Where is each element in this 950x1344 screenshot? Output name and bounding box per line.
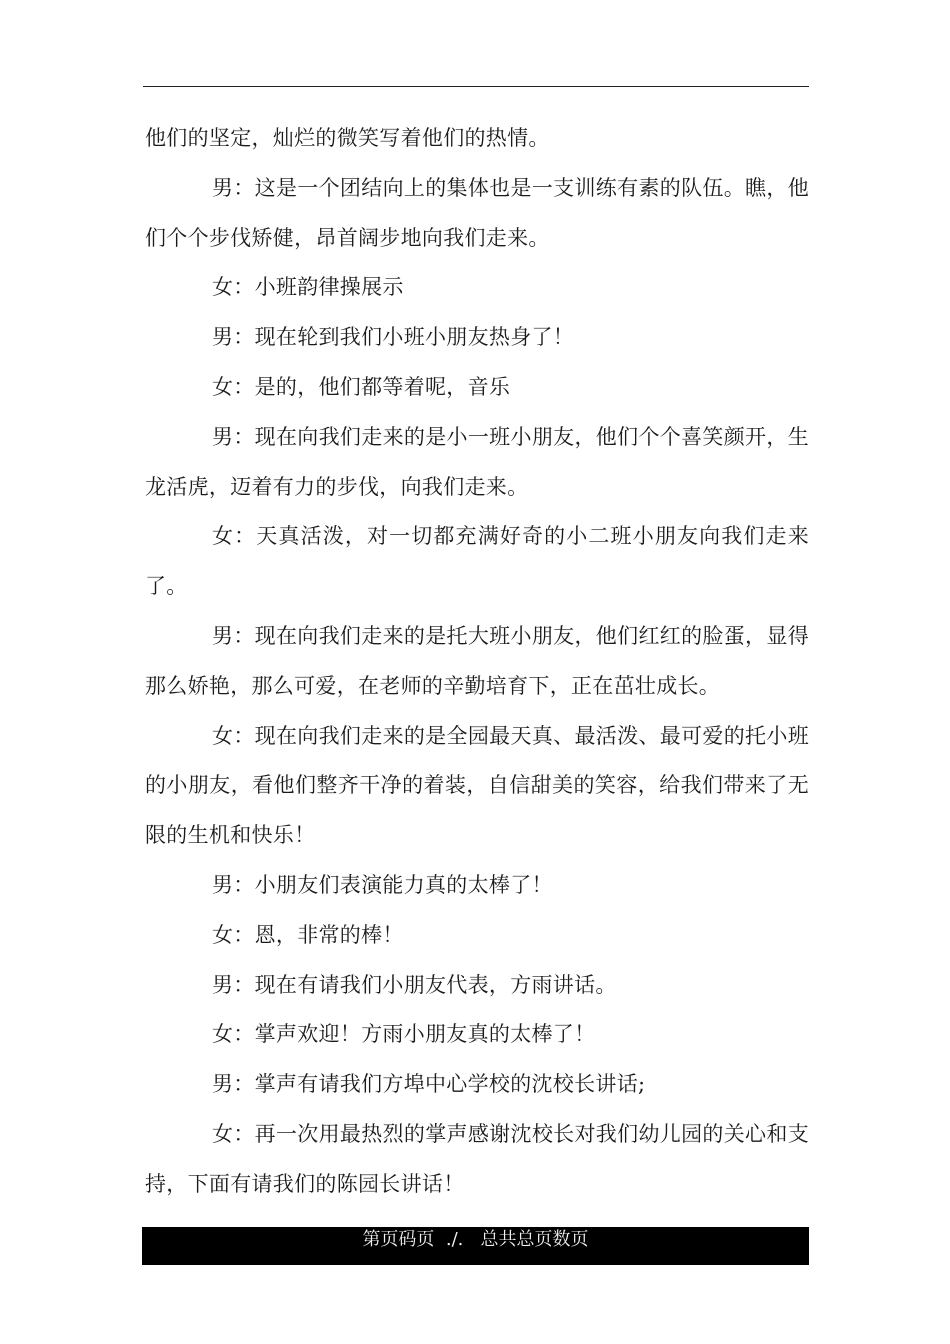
paragraph: 女：掌声欢迎！方雨小朋友真的太棒了！ (212, 1022, 596, 1047)
page-footer (142, 1227, 809, 1265)
paragraph: 男：小朋友们表演能力真的太棒了！ (212, 872, 553, 897)
paragraph: 女：小班韵律操展示 (212, 275, 404, 300)
paragraph: 女：天真活泼，对一切都充满好奇的小二班小朋友向我们走来了。 (145, 524, 809, 599)
paragraph: 女：现在向我们走来的是全园最天真、最活泼、最可爱的托小班的小朋友，看他们整齐干净的着装，自信甜美的笑容，给我们带来了无限的生机和快乐！ (145, 723, 809, 848)
document-body (145, 114, 809, 1210)
paragraph: 男：现在向我们走来的是小一班小朋友，他们个个喜笑颜开，生龙活虎，迈着有力的步伐，向我们走来。 (145, 424, 809, 499)
paragraph: 男：这是一个团结向上的集体也是一支训练有素的队伍。瞧，他们个个步伐矫健，昂首阔步地向我们走来。 (145, 175, 809, 250)
paragraph: 他们的坚定，灿烂的微笑写着他们的热情。 (145, 126, 550, 150)
paragraph: 男：掌声有请我们方埠中心学校的沈校长讲话; (212, 1072, 646, 1097)
paragraph: 男：现在轮到我们小班小朋友热身了！ (212, 325, 575, 350)
paragraph: 女：恩，非常的棒！ (212, 922, 404, 947)
paragraph: 女：是的，他们都等着呢，音乐 (212, 374, 511, 399)
paragraph: 男：现在向我们走来的是托大班小朋友，他们红红的脸蛋，显得那么娇艳，那么可爱，在老师的辛勤培育下，正在茁壮成长。 (145, 623, 809, 698)
page-number-text: 第页码页 ./. 总共总页数页 (362, 1229, 589, 1250)
paragraph: 女：再一次用最热烈的掌声感谢沈校长对我们幼儿园的关心和支持，下面有请我们的陈园长讲话！ (145, 1121, 809, 1196)
paragraph: 男：现在有请我们小朋友代表，方雨讲话。 (212, 972, 617, 997)
header-rule (143, 86, 809, 87)
